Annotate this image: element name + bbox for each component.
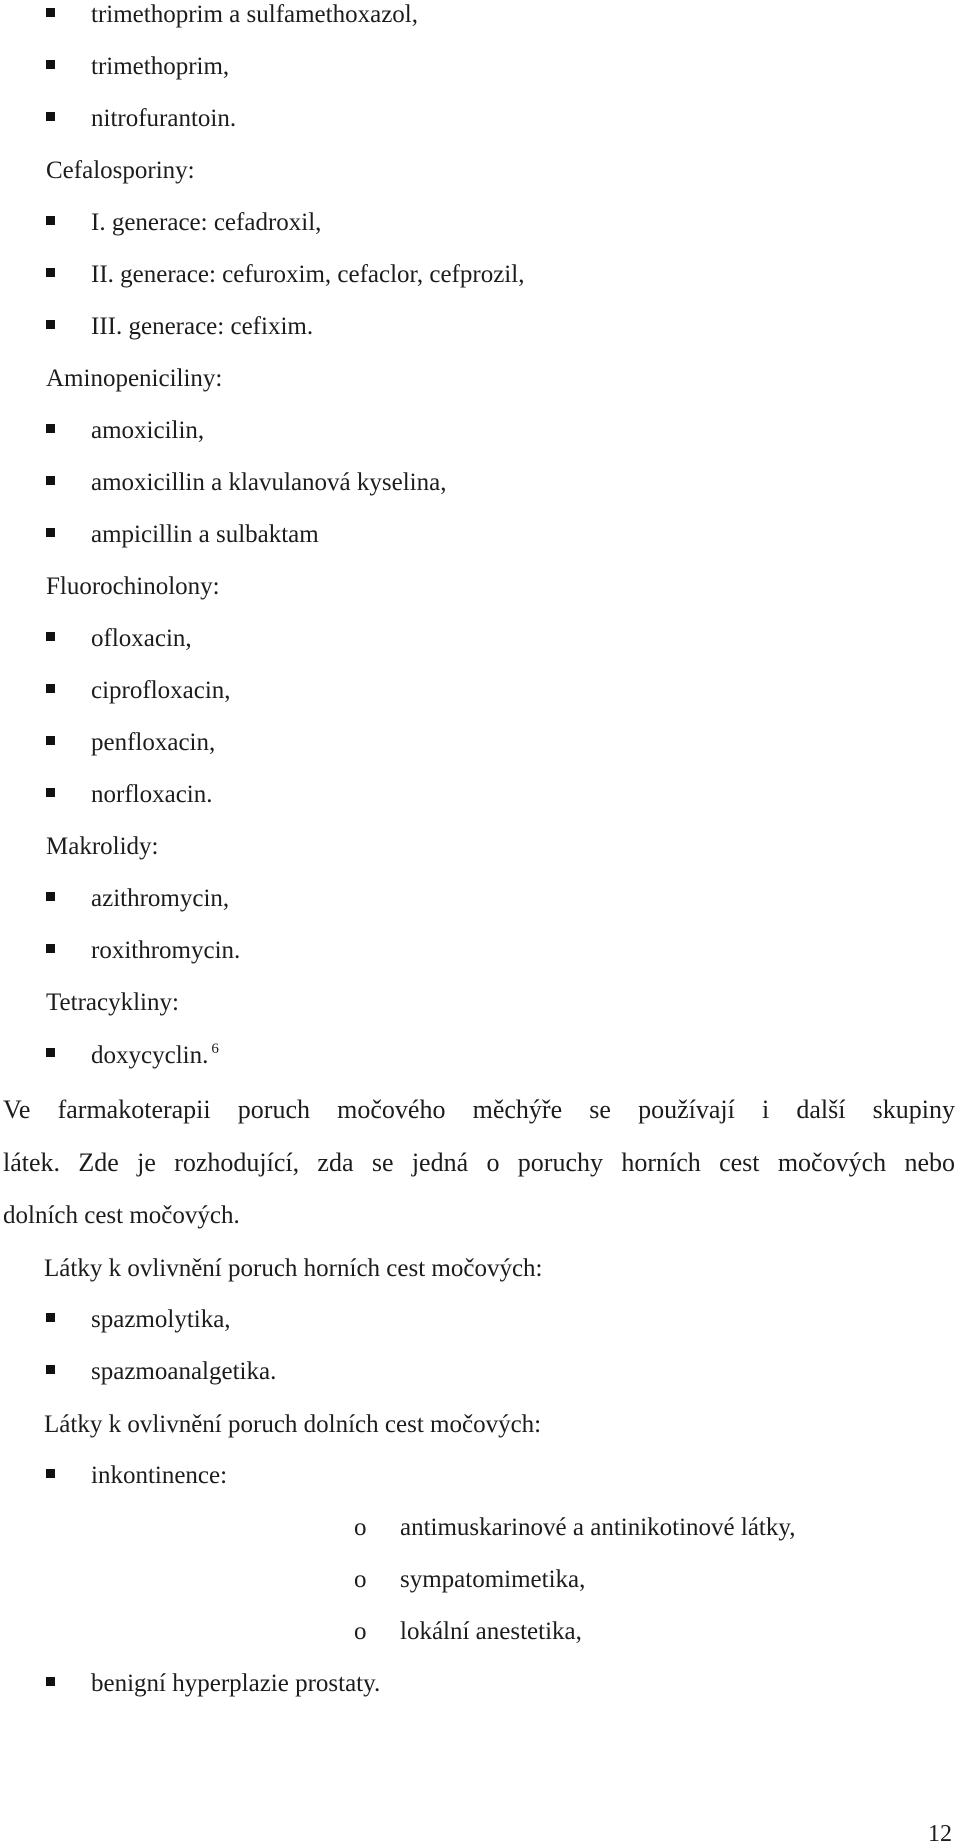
bullet-icon <box>46 112 55 121</box>
paragraph-line: látek. Zde je rozhodující, zda se jedná o poruchy horních cest močových nebo <box>3 1148 955 1177</box>
list-item: trimethoprim, <box>91 53 230 80</box>
sub-bullet-marker: o <box>354 1566 367 1593</box>
section-heading: Fluorochinolony: <box>46 573 220 600</box>
sub-list-item: lokální anestetika, <box>400 1618 582 1645</box>
list-item: benigní hyperplazie prostaty. <box>91 1670 381 1697</box>
sub-list-item: sympatomimetika, <box>400 1566 586 1593</box>
bullet-icon <box>46 684 55 693</box>
bullet-icon <box>46 8 55 17</box>
bullet-icon <box>46 944 55 953</box>
page-number: 12 <box>928 1821 952 1847</box>
list-item <box>91 1042 219 1068</box>
bullet-icon <box>46 632 55 641</box>
section-heading: Látky k ovlivnění poruch horních cest močových: <box>44 1255 543 1282</box>
list-item: ampicillin a sulbaktam <box>91 521 319 548</box>
list-item: penfloxacin, <box>91 729 216 756</box>
section-heading: Tetracykliny: <box>46 989 179 1016</box>
list-item: nitrofurantoin. <box>91 105 237 132</box>
section-heading: Látky k ovlivnění poruch dolních cest močových: <box>44 1411 542 1438</box>
list-item: amoxicillin a klavulanová kyselina, <box>91 469 447 496</box>
list-item: amoxicilin, <box>91 417 205 444</box>
sub-bullet-marker: o <box>354 1514 367 1541</box>
bullet-icon <box>46 320 55 329</box>
list-item: I. generace: cefadroxil, <box>91 209 322 236</box>
bullet-icon <box>46 60 55 69</box>
bullet-icon <box>46 1365 55 1374</box>
list-item: III. generace: cefixim. <box>91 313 314 340</box>
bullet-icon <box>46 476 55 485</box>
list-item: trimethoprim a sulfamethoxazol, <box>91 1 418 28</box>
bullet-icon <box>46 424 55 433</box>
bullet-icon <box>46 892 55 901</box>
list-item: spazmolytika, <box>91 1306 231 1333</box>
bullet-icon <box>46 1677 55 1686</box>
list-item: roxithromycin. <box>91 937 241 964</box>
list-item: inkontinence: <box>91 1462 228 1489</box>
bullet-icon <box>46 1469 55 1478</box>
bullet-icon <box>46 1313 55 1322</box>
list-item: spazmoanalgetika. <box>91 1358 277 1385</box>
list-item: norfloxacin. <box>91 781 213 808</box>
list-item: II. generace: cefuroxim, cefaclor, cefprozil, <box>91 261 525 288</box>
paragraph-line: dolních cest močových. <box>3 1202 240 1229</box>
sub-bullet-marker: o <box>354 1618 367 1645</box>
paragraph-line: Ve farmakoterapii poruch močového měchýře se používají i další skupiny <box>3 1095 955 1124</box>
bullet-icon <box>46 1048 55 1057</box>
bullet-icon <box>46 528 55 537</box>
list-item: azithromycin, <box>91 885 230 912</box>
bullet-icon <box>46 216 55 225</box>
bullet-icon <box>46 736 55 745</box>
section-heading: Cefalosporiny: <box>46 157 195 184</box>
list-item: ofloxacin, <box>91 625 192 652</box>
section-heading: Makrolidy: <box>46 833 159 860</box>
section-heading: Aminopeniciliny: <box>46 365 223 392</box>
list-item-text: doxycyclin. <box>91 1042 209 1069</box>
bullet-icon <box>46 788 55 797</box>
bullet-icon <box>46 268 55 277</box>
list-item: ciprofloxacin, <box>91 677 231 704</box>
footnote-reference: 6 <box>211 1041 219 1057</box>
sub-list-item: antimuskarinové a antinikotinové látky, <box>400 1514 796 1541</box>
